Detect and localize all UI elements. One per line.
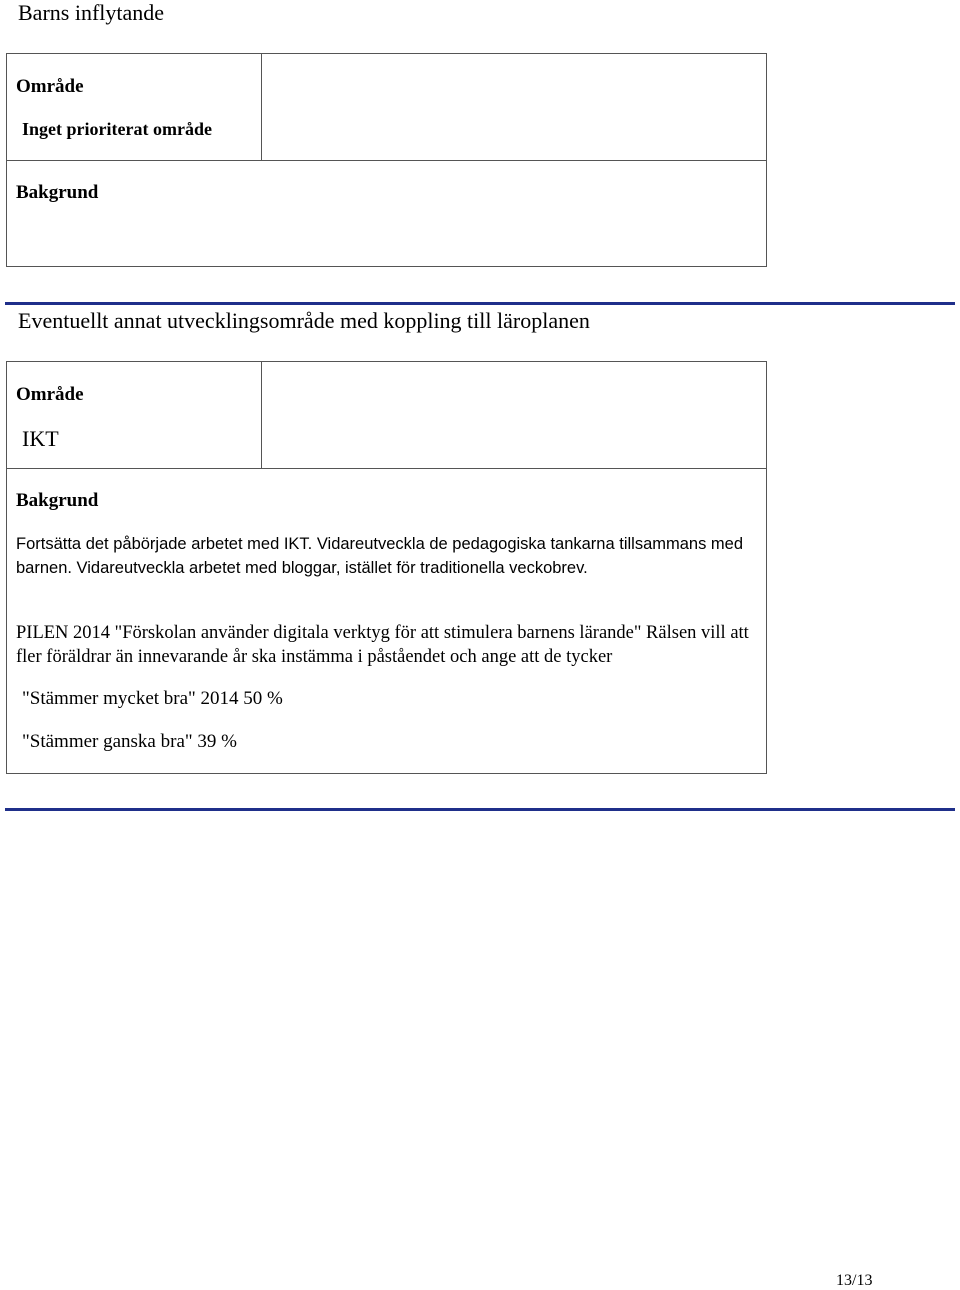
area-box-2 [6,361,767,774]
area-label: Område [16,76,84,97]
area-cell [7,54,262,160]
result-line-2: "Stämmer ganska bra" 39 % [22,731,237,752]
row-divider [7,468,766,469]
area-value: IKT [22,426,59,451]
background-label: Bakgrund [16,182,99,203]
background-label: Bakgrund [16,490,99,511]
section-divider [5,302,955,305]
area-label: Område [16,384,84,405]
section-divider [5,808,955,811]
area-box-1 [6,53,767,267]
section-heading: Eventuellt annat utvecklingsområde med koppling till läroplanen [18,308,590,333]
pilen-text: PILEN 2014 "Förskolan använder digitala verktyg för att stimulera barnens lärande" Rälsen vill att fler föräldrar än innevarande år ska instämma i påståendet och ange att de tycker [16,623,749,667]
row-divider [7,160,766,161]
area-value: Inget prioriterat område [22,119,212,139]
area-empty-cell [261,54,766,160]
area-cell [7,362,262,468]
result-line-1: "Stämmer mycket bra" 2014 50 % [22,688,283,709]
background-text: Fortsätta det påbörjade arbetet med IKT. Vidareutveckla de pedagogiska tankarna tillsammans med barnen. Vidareutveckla arbetet med bloggar, istället för traditionella veckobrev. [16,535,744,577]
area-empty-cell [261,362,766,468]
page-number: 13/13 [836,1272,873,1289]
page-title: Barns inflytande [18,0,165,25]
